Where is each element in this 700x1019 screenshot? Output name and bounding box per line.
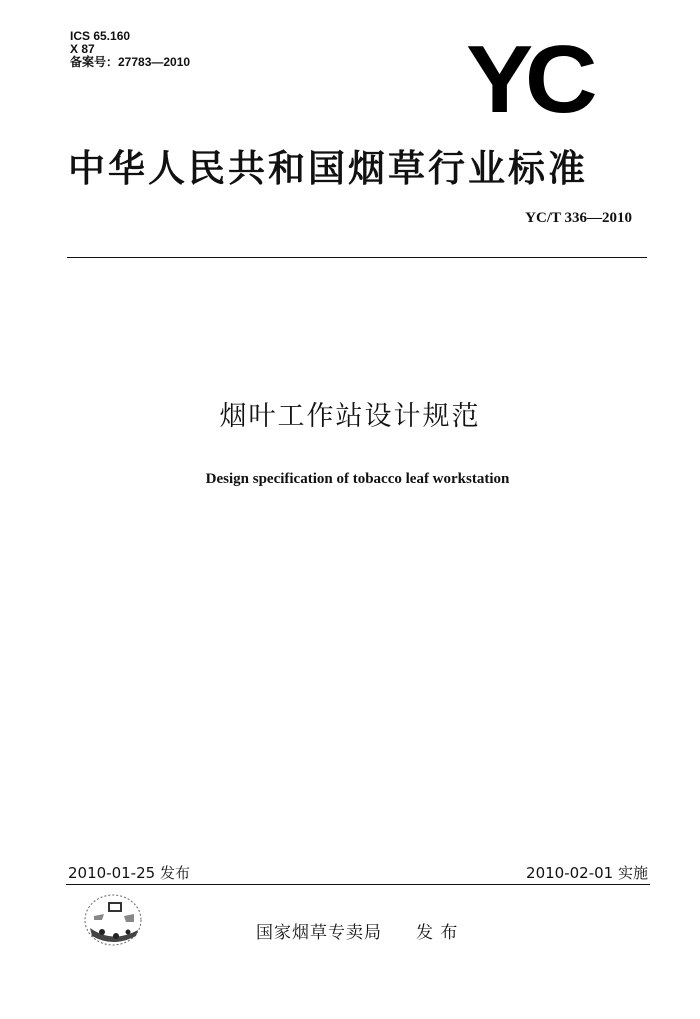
title-chinese: 烟叶工作站设计规范 xyxy=(219,401,481,432)
standard-number: YC/T 336—2010 xyxy=(525,210,632,226)
class-code: X 87 xyxy=(70,42,95,56)
implement-date: 2010-02-01 实施 xyxy=(526,864,648,882)
publisher-seal-icon xyxy=(82,892,144,948)
yc-logo: YC xyxy=(466,26,590,133)
publisher-line xyxy=(256,918,458,943)
title-english: Design specification of tobacco leaf workstation xyxy=(205,471,510,487)
publish-label: 发 布 xyxy=(416,923,459,943)
issue-date: 2010-01-25 发布 xyxy=(68,864,190,882)
org-title: 中华人民共和国烟草行业标准 xyxy=(68,147,588,190)
bottom-divider xyxy=(66,884,650,885)
top-divider xyxy=(67,257,647,258)
publisher-name: 国家烟草专卖局 xyxy=(256,923,382,943)
ics-code: ICS 65.160 xyxy=(70,29,131,43)
record-number: 备案号：27783—2010 xyxy=(70,55,191,69)
header-meta xyxy=(70,30,190,69)
